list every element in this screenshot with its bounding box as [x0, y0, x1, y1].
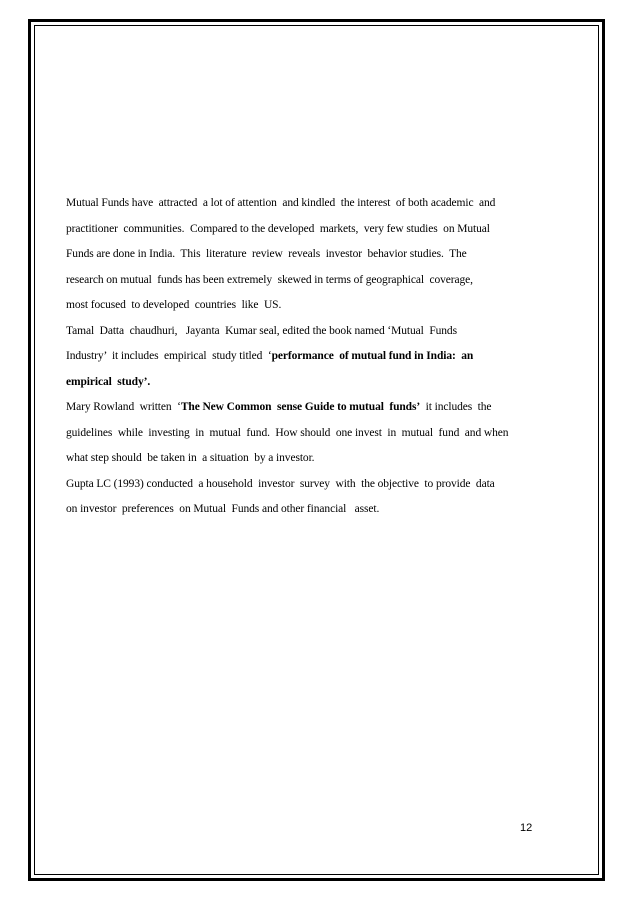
text-segment: on investor preferences on Mutual Funds and other financial asset. — [66, 503, 380, 515]
text-segment: most focused to developed countries like US. — [66, 299, 282, 311]
paragraph-2-line — [66, 321, 546, 347]
paragraph-3-line — [66, 448, 546, 474]
document-body — [66, 193, 546, 525]
paragraph-1-line — [66, 193, 546, 219]
text-segment: practitioner communities. Compared to the developed markets, very few studies on Mutual — [66, 222, 490, 235]
paragraph-1-line — [66, 295, 546, 321]
text-segment: Industry’ it includes empirical study titled ‘ — [66, 350, 272, 362]
text-segment: research on mutual funds has been extremely skewed in terms of geographical coverage, — [66, 273, 473, 286]
text-segment: guidelines while investing in mutual fund. How should one invest in mutual fund and when — [66, 426, 509, 439]
paragraph-3-line — [66, 423, 546, 449]
paragraph-2-line — [66, 346, 546, 372]
text-segment: Mary Rowland written ‘ — [66, 401, 181, 413]
paragraph-2-line — [66, 372, 546, 398]
page-number: 12 — [520, 822, 533, 834]
paragraph-4-line — [66, 499, 546, 525]
paragraph-4-line — [66, 474, 546, 500]
paragraph-1-line — [66, 244, 546, 270]
text-segment: it includes the — [420, 401, 492, 413]
bold-text-segment: performance of mutual fund in India: an — [271, 350, 474, 362]
text-segment: Funds are done in India. This literature review reveals investor behavior studies. The — [66, 248, 467, 260]
paragraph-1-line — [66, 219, 546, 245]
paragraph-3-line — [66, 397, 546, 423]
paragraph-1-line — [66, 270, 546, 296]
bold-text-segment: The New Common sense Guide to mutual funds’ — [180, 401, 421, 413]
text-segment: what step should be taken in a situation by a investor. — [66, 452, 315, 464]
text-segment: Mutual Funds have attracted a lot of attention and kindled the interest of both academic and — [66, 197, 496, 209]
text-segment: Gupta LC (1993) conducted a household investor survey with the objective to provide data — [66, 477, 495, 490]
text-segment: Tamal Datta chaudhuri, Jayanta Kumar seal, edited the book named ‘Mutual Funds — [66, 324, 457, 337]
bold-text-segment: empirical study’. — [66, 375, 151, 388]
